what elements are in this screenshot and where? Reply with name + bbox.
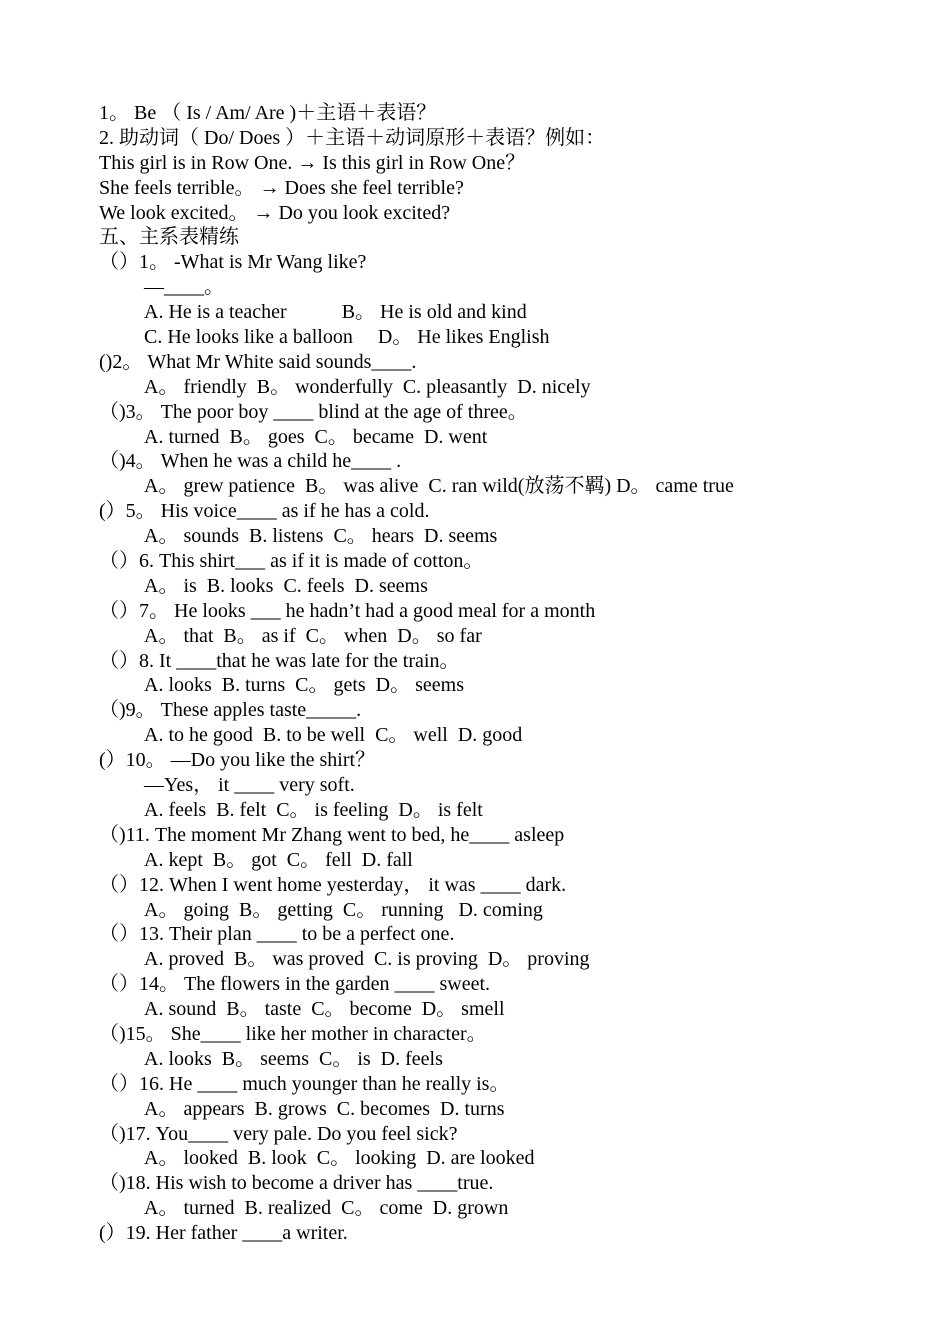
- document-line: （）1。 -What is Mr Wang like?: [99, 251, 367, 274]
- document-line: A. proved B。 was proved C. is proving D。 proving: [144, 948, 590, 971]
- document-line: —____。: [144, 276, 224, 299]
- document-line: A。 turned B. realized C。 come D. grown: [144, 1197, 509, 1220]
- document-line: （)9。 These apples taste_____.: [99, 699, 362, 722]
- document-line: —Yes， it ____ very soft.: [144, 774, 355, 797]
- document-line: （）14。 The flowers in the garden ____ sweet.: [99, 973, 491, 996]
- document-line: (）19. Her father ____a writer.: [99, 1222, 348, 1245]
- document-line: 2. 助动词（ Do/ Does ）＋主语＋动词原形＋表语？例如：: [99, 126, 606, 149]
- document-line: A. feels B. felt C。 is feeling D。 is felt: [144, 798, 483, 821]
- document-line: A。 that B。 as if C。 when D。 so far: [144, 624, 482, 647]
- document-line: She feels terrible。 → Does she feel terrible?: [99, 176, 464, 199]
- document-line: （）8. It ____that he was late for the train。: [99, 649, 460, 672]
- document-line: (）5。 His voice____ as if he has a cold.: [99, 500, 430, 523]
- document-line: A。 looked B. look C。 looking D. are looked: [144, 1147, 535, 1170]
- document-line: We look excited。 → Do you look excited?: [99, 201, 451, 224]
- document-line: A. sound B。 taste C。 become D。 smell: [144, 998, 505, 1021]
- document-line: （)4。 When he was a child he____ .: [99, 450, 402, 473]
- document-line: （)17. You____ very pale. Do you feel sick?: [99, 1122, 458, 1145]
- document-line: （）16. He ____ much younger than he really is。: [99, 1072, 510, 1095]
- document-line: A。 grew patience B。 was alive C. ran wild(放荡不羁) D。 came true: [144, 475, 734, 498]
- document-line: （)15。 She____ like her mother in character。: [99, 1022, 487, 1045]
- document-body: [99, 101, 929, 1246]
- document-line: This girl is in Row One. → Is this girl in Row One？: [99, 151, 526, 174]
- document-line: A. to he good B. to be well C。 well D. good: [144, 724, 523, 747]
- document-line: A。 sounds B. listens C。 hears D. seems: [144, 525, 498, 548]
- document-line: (）10。 —Do you like the shirt？: [99, 749, 376, 772]
- document-line: A. turned B。 goes C。 became D. went: [144, 425, 488, 448]
- document-line: （）12. When I went home yesterday， it was ____ dark.: [99, 873, 567, 896]
- document-line: （）13. Their plan ____ to be a perfect one.: [99, 923, 455, 946]
- document-line: A。 is B. looks C. feels D. seems: [144, 574, 428, 597]
- document-line: （)11. The moment Mr Zhang went to bed, he____ asleep: [99, 823, 565, 846]
- document-line: （)18. His wish to become a driver has ____true.: [99, 1172, 494, 1195]
- document-line: A。 going B。 getting C。 running D. coming: [144, 898, 543, 921]
- document-line: A. He is a teacher B。 He is old and kind: [144, 301, 527, 324]
- document-line: A. looks B. turns C。 gets D。 seems: [144, 674, 464, 697]
- document-line: A。 appears B. grows C. becomes D. turns: [144, 1097, 505, 1120]
- document-line: A。 friendly B。 wonderfully C. pleasantly D. nicely: [144, 375, 591, 398]
- document-line: C. He looks like a balloon D。 He likes English: [144, 326, 550, 349]
- document-line: （)3。 The poor boy ____ blind at the age of three。: [99, 400, 528, 423]
- document-line: A. looks B。 seems C。 is D. feels: [144, 1047, 443, 1070]
- document-line: （）6. This shirt___ as if it is made of cotton。: [99, 550, 484, 573]
- document-line: ()2。 What Mr White said sounds____.: [99, 350, 417, 373]
- document-line: A. kept B。 got C。 fell D. fall: [144, 848, 413, 871]
- document-line: 五、主系表精练: [99, 226, 239, 249]
- document-line: （）7。 He looks ___ he hadn’t had a good meal for a month: [99, 599, 596, 622]
- document-line: 1。 Be （ Is / Am/ Are )＋主语＋表语？: [99, 102, 437, 124]
